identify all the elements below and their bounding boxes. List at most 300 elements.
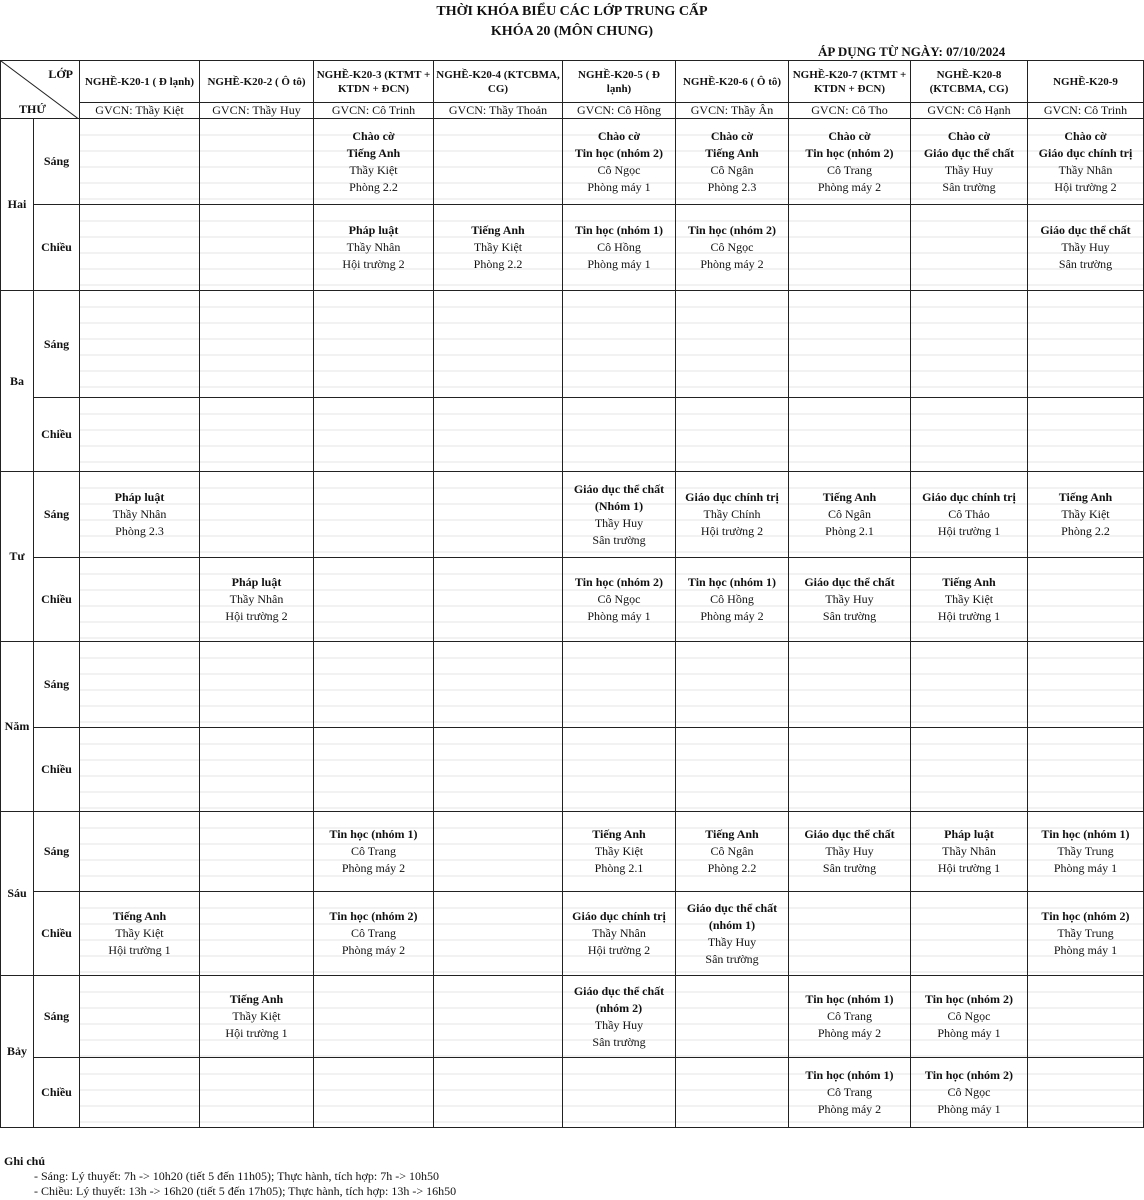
lesson-subject: Tiếng Anh [346, 145, 401, 160]
lesson-subject: Giáo dục thể chất (nhóm 1) [686, 900, 778, 932]
schedule-cell [434, 558, 563, 642]
session-cell [34, 472, 80, 558]
schedule-cell [434, 398, 563, 472]
homeroom-teacher [200, 103, 314, 119]
lesson-subject: Tiếng Anh [705, 145, 759, 160]
schedule-cell [911, 642, 1028, 728]
lesson-teacher: Thầy Nhân [346, 240, 401, 254]
lesson-room: Sân trường [942, 179, 996, 194]
lesson-teacher: Thầy Kiệt [115, 926, 164, 940]
schedule-cell [676, 291, 789, 398]
class-name: NGHỀ-K20-4 (KTCBMA, CG) [436, 68, 560, 95]
lesson-room: Hội trường 2 [587, 943, 651, 957]
schedule-cell [789, 119, 911, 205]
lesson-teacher: Thầy Nhân [592, 926, 646, 940]
lesson-subject: Tin học (nhóm 2) [1041, 909, 1130, 923]
class-header [563, 61, 676, 103]
lesson-teacher: Thầy Nhân [112, 507, 167, 521]
lesson [911, 991, 1027, 1042]
session-name: Chiều [41, 926, 72, 940]
lesson-subject: Tiếng Anh [229, 992, 284, 1006]
schedule-cell [676, 398, 789, 472]
lesson-teacher: Cô Ngọc [710, 240, 754, 254]
schedule-cell [911, 558, 1028, 642]
lesson-room: Phòng 2.2 [349, 179, 398, 194]
class-name: NGHỀ-K20-3 (KTMT + KTDN + ĐCN) [316, 68, 431, 95]
lesson-teacher: Cô Ngân [710, 844, 754, 858]
lesson [80, 908, 199, 959]
schedule-cell [1028, 728, 1144, 812]
lesson-subject: Tiếng Anh [471, 223, 525, 237]
lesson-teacher: Cô Trang [350, 844, 397, 858]
corner-day-label: THỨ [19, 102, 46, 116]
lesson [563, 128, 675, 196]
lesson-subject: Tin học (nhóm 2) [687, 223, 777, 237]
homeroom-teacher [563, 103, 676, 119]
schedule-cell [789, 976, 911, 1058]
lesson-subject: Tin học (nhóm 2) [924, 1068, 1014, 1082]
lesson-teacher: Thầy Huy [825, 844, 874, 858]
lesson-room: Phòng máy 1 [587, 257, 651, 271]
lesson-teacher: Thầy Trung [1057, 926, 1114, 940]
lesson [314, 128, 433, 196]
session-cell [34, 1058, 80, 1128]
lesson-teacher: Thầy Huy [1061, 240, 1110, 254]
lesson-teacher: Cô Trang [826, 162, 873, 177]
schedule-cell [1028, 812, 1144, 892]
lesson [911, 574, 1027, 625]
notes [4, 1154, 456, 1199]
lesson [1028, 826, 1143, 877]
lesson-subject: Tiếng Anh [1058, 490, 1113, 504]
schedule-cell [80, 205, 200, 291]
lesson [676, 128, 788, 196]
lesson-subject: Giáo dục chính trị [922, 490, 1016, 504]
corner-header [1, 61, 80, 119]
homeroom-teacher [434, 103, 563, 119]
schedule-cell [314, 119, 434, 205]
lesson [1028, 128, 1143, 196]
lesson-room: Phòng máy 2 [341, 943, 406, 957]
day-name: Bảy [6, 1044, 27, 1058]
schedule-cell [911, 1058, 1028, 1128]
lesson-subject: Giáo dục chính trị [1038, 145, 1133, 160]
lesson-subject: Tin học (nhóm 2) [805, 145, 894, 160]
gvcn-label: GVCN: Thầy Ân [690, 103, 774, 117]
lesson-subject: Tiếng Anh [822, 490, 877, 504]
lesson-room: Sân trường [592, 532, 646, 547]
session-cell [34, 558, 80, 642]
gvcn-label: GVCN: Cô Trinh [331, 103, 416, 117]
schedule-cell [676, 728, 789, 812]
session-cell [34, 892, 80, 976]
lesson-teacher: Thầy Huy [594, 515, 644, 530]
lesson-teacher: Thầy Huy [825, 592, 874, 606]
lesson-teacher: Thầy Kiệt [349, 162, 398, 177]
schedule-cell [1028, 205, 1144, 291]
lesson [200, 991, 313, 1042]
class-name: NGHỀ-K20-2 ( Ô tô) [207, 75, 306, 88]
session-name: Sáng [43, 1009, 70, 1023]
lesson-room: Phòng máy 1 [937, 1026, 1001, 1040]
lesson [563, 908, 675, 959]
lesson-flag-ceremony: Chào cờ [947, 128, 991, 143]
lesson-subject: Tiếng Anh [112, 909, 167, 923]
lesson-teacher: Cô Ngân [710, 162, 754, 177]
schedule-cell [314, 472, 434, 558]
schedule-cell [676, 642, 789, 728]
lesson [789, 826, 910, 877]
gvcn-label: GVCN: Cô Hồng [576, 103, 661, 117]
schedule-cell [911, 472, 1028, 558]
gvcn-label: GVCN: Cô Tho [811, 103, 888, 117]
lesson [434, 222, 562, 273]
lesson-room: Phòng 2.3 [115, 524, 164, 538]
schedule-cell [434, 1058, 563, 1128]
lesson-room: Phòng máy 2 [341, 861, 406, 875]
lesson-subject: Tin học (nhóm 2) [574, 575, 664, 589]
schedule-cell [563, 205, 676, 291]
schedule-cell [434, 119, 563, 205]
schedule-cell [434, 642, 563, 728]
schedule-cell [200, 642, 314, 728]
schedule-cell [434, 812, 563, 892]
schedule-cell [200, 119, 314, 205]
lesson-subject: Giáo dục thể chất [804, 575, 895, 589]
session-name: Chiều [41, 1085, 72, 1099]
schedule-cell [1028, 472, 1144, 558]
lesson-room: Sân trường [1058, 257, 1113, 271]
timetable-subtitle: KHÓA 20 (MÔN CHUNG) [490, 24, 654, 39]
day-cell [1, 119, 34, 291]
schedule-cell [1028, 291, 1144, 398]
lesson-subject: Pháp luật [944, 827, 994, 841]
lesson-teacher: Cô Hồng [597, 240, 641, 254]
schedule-cell [676, 812, 789, 892]
lesson [563, 826, 675, 877]
lesson-flag-ceremony: Chào cờ [1064, 128, 1107, 143]
lesson [676, 489, 788, 540]
lesson [789, 128, 910, 196]
lesson-room: Sân trường [822, 861, 877, 875]
lesson-subject: Giáo dục thể chất [804, 827, 895, 841]
schedule-cell [200, 472, 314, 558]
lesson-room: Phòng máy 2 [700, 609, 764, 623]
gvcn-label: GVCN: Cô Hạnh [927, 103, 1011, 117]
schedule-cell [676, 892, 789, 976]
homeroom-teacher [789, 103, 911, 119]
schedule-cell [200, 1058, 314, 1128]
schedule-cell [676, 205, 789, 291]
schedule-cell [1028, 398, 1144, 472]
lesson-flag-ceremony: Chào cờ [352, 128, 395, 143]
session-cell [34, 728, 80, 812]
schedule-cell [80, 728, 200, 812]
schedule-cell [80, 892, 200, 976]
note-morning: - Sáng: Lý thuyết: 7h -> 10h20 (tiết 5 đến 11h05); Thực hành, tích hợp: 7h -> 10h50 [34, 1169, 439, 1183]
lesson-room: Hội trường 1 [937, 861, 1001, 875]
lesson-teacher: Cô Ngọc [597, 162, 641, 177]
lesson [1028, 908, 1143, 959]
lesson-subject: Tin học (nhóm 1) [1041, 827, 1130, 841]
lesson-room: Hội trường 1 [937, 609, 1001, 623]
lesson-room: Hội trường 2 [342, 257, 405, 271]
lesson-subject: Giáo dục chính trị [572, 909, 666, 923]
lesson-teacher: Cô Trang [826, 1009, 873, 1023]
lesson-room: Phòng máy 1 [937, 1102, 1001, 1116]
lesson-teacher: Cô Ngọc [597, 592, 641, 606]
schedule-cell [1028, 642, 1144, 728]
lesson [563, 574, 675, 625]
day-cell [1, 642, 34, 812]
schedule-cell [314, 1058, 434, 1128]
schedule-cell [911, 398, 1028, 472]
lesson [676, 826, 788, 877]
schedule-cell [80, 398, 200, 472]
schedule-cell [200, 205, 314, 291]
lesson-room: Sân trường [705, 951, 759, 966]
schedule-cell [563, 1058, 676, 1128]
schedule-cell [80, 976, 200, 1058]
session-name: Sáng [43, 844, 70, 858]
lesson [789, 1067, 910, 1118]
lesson-flag-ceremony: Chào cờ [597, 128, 641, 143]
schedule-cell [200, 728, 314, 812]
lesson-teacher: Cô Ngân [828, 507, 871, 521]
lesson-room: Phòng 2.2 [473, 257, 523, 271]
class-header [80, 61, 200, 103]
lesson-teacher: Thầy Kiệt [473, 240, 523, 254]
lesson-room: Hội trường 1 [108, 943, 171, 957]
lesson-flag-ceremony: Chào cờ [828, 128, 871, 143]
gvcn-label: GVCN: Thầy Thoản [448, 103, 548, 117]
lesson-room: Phòng máy 1 [1053, 943, 1118, 957]
schedule-cell [314, 642, 434, 728]
schedule-cell [911, 812, 1028, 892]
schedule-cell [434, 728, 563, 812]
lesson-teacher: Thầy Chính [703, 507, 761, 521]
schedule-cell [789, 642, 911, 728]
lesson-room: Hội trường 2 [700, 524, 764, 538]
schedule-cell [911, 976, 1028, 1058]
schedule-cell [434, 976, 563, 1058]
lesson-subject: Tin học (nhóm 1) [687, 575, 777, 589]
class-header [314, 61, 434, 103]
lesson-subject: Tin học (nhóm 2) [574, 145, 664, 160]
notes-title: Ghi chú [4, 1154, 46, 1168]
lesson-teacher: Thầy Kiệt [594, 844, 644, 858]
lesson-subject: Pháp luật [231, 575, 282, 589]
lesson-room: Hội trường 2 [225, 609, 288, 623]
lesson-subject: Giáo dục thể chất (Nhóm 1) [573, 481, 665, 513]
lesson-subject: Tin học (nhóm 2) [329, 909, 418, 923]
lesson-subject: Tin học (nhóm 2) [924, 992, 1014, 1006]
schedule-cell [434, 892, 563, 976]
schedule-cell [200, 291, 314, 398]
lesson-room: Phòng máy 2 [700, 257, 764, 271]
gvcn-label: GVCN: Thầy Kiệt [95, 103, 184, 117]
session-cell [34, 642, 80, 728]
corner-class-label: LỚP [48, 67, 73, 81]
lesson-subject: Tiếng Anh [592, 827, 646, 841]
class-header [911, 61, 1028, 103]
class-name: NGHỀ-K20-7 (KTMT + KTDN + ĐCN) [792, 68, 907, 95]
schedule-cell [314, 976, 434, 1058]
session-name: Chiều [41, 240, 72, 254]
homeroom-teacher [676, 103, 789, 119]
session-cell [34, 812, 80, 892]
schedule-cell [911, 728, 1028, 812]
day-name: Năm [4, 719, 30, 733]
schedule-cell [434, 472, 563, 558]
lesson-subject: Tin học (nhóm 1) [329, 827, 418, 841]
lesson-teacher: Thầy Kiệt [232, 1009, 281, 1023]
lesson-teacher: Thầy Huy [707, 934, 757, 949]
day-cell [1, 976, 34, 1128]
lesson-teacher: Thầy Huy [944, 162, 994, 177]
lesson [789, 574, 910, 625]
lesson [789, 489, 910, 540]
session-cell [34, 976, 80, 1058]
day-cell [1, 812, 34, 976]
lesson-teacher: Cô Ngọc [947, 1085, 991, 1099]
schedule-cell [563, 119, 676, 205]
schedule-cell [1028, 976, 1144, 1058]
lesson [789, 991, 910, 1042]
schedule-cell [314, 291, 434, 398]
schedule-cell [80, 558, 200, 642]
schedule-cell [789, 472, 911, 558]
lesson [676, 222, 788, 273]
lesson-subject: Giáo dục thể chất (nhóm 2) [573, 983, 665, 1015]
lesson-teacher: Thầy Kiệt [1061, 507, 1110, 521]
schedule-cell [789, 398, 911, 472]
schedule-cell [676, 558, 789, 642]
schedule-cell [563, 291, 676, 398]
homeroom-teacher [911, 103, 1028, 119]
lesson-subject: Tin học (nhóm 1) [574, 223, 664, 237]
homeroom-teacher [1028, 103, 1144, 119]
schedule-cell [1028, 1058, 1144, 1128]
schedule-cell [200, 398, 314, 472]
note-afternoon: - Chiều: Lý thuyết: 13h -> 16h20 (tiết 5 đến 17h05); Thực hành, tích hợp: 13h -> 16h50 [34, 1184, 457, 1198]
lesson-teacher: Thầy Huy [594, 1017, 644, 1032]
class-header [676, 61, 789, 103]
lesson-room: Phòng máy 1 [587, 609, 651, 623]
lesson-room: Phòng máy 1 [587, 179, 651, 194]
lesson-subject: Tiếng Anh [942, 575, 996, 589]
lesson [911, 128, 1027, 196]
session-cell [34, 119, 80, 205]
lesson-room: Phòng 2.1 [825, 524, 874, 538]
schedule-cell [911, 119, 1028, 205]
lesson-teacher: Cô Thảo [948, 507, 990, 521]
apply-date: ÁP DỤNG TỪ NGÀY: 07/10/2024 [818, 44, 1006, 59]
session-name: Chiều [41, 762, 72, 776]
schedule-cell [789, 558, 911, 642]
schedule-cell [434, 291, 563, 398]
day-name: Hai [7, 197, 27, 211]
schedule-cell [676, 119, 789, 205]
lesson [911, 489, 1027, 540]
session-cell [34, 291, 80, 398]
homeroom-teacher [314, 103, 434, 119]
schedule-cell [80, 1058, 200, 1128]
lesson-room: Phòng 2.2 [1061, 524, 1110, 538]
gvcn-label: GVCN: Cô Trinh [1043, 103, 1128, 117]
lesson [314, 826, 433, 877]
schedule-cell [563, 642, 676, 728]
schedule-cell [563, 976, 676, 1058]
gvcn-label: GVCN: Thầy Huy [212, 103, 301, 117]
lesson-subject: Giáo dục chính trị [685, 490, 779, 504]
day-name: Ba [9, 373, 24, 388]
session-name: Sáng [43, 336, 70, 351]
lesson-teacher: Thầy Trung [1057, 844, 1114, 858]
lesson-subject: Tin học (nhóm 1) [805, 1068, 894, 1082]
schedule-cell [911, 205, 1028, 291]
lesson-room: Phòng máy 2 [817, 1102, 882, 1116]
session-cell [34, 205, 80, 291]
class-header [434, 61, 563, 103]
schedule-cell [1028, 558, 1144, 642]
schedule-cell [314, 812, 434, 892]
day-cell [1, 472, 34, 642]
schedule-cell [789, 1058, 911, 1128]
lesson [1028, 489, 1143, 540]
schedule-cell [80, 642, 200, 728]
schedule-cell [563, 472, 676, 558]
session-name: Chiều [41, 427, 72, 441]
lesson-flag-ceremony: Chào cờ [710, 128, 754, 143]
lesson-room: Sân trường [592, 1034, 646, 1049]
class-name: NGHỀ-K20-1 ( Đ lạnh) [84, 75, 195, 88]
schedule-cell [789, 812, 911, 892]
lesson [200, 574, 313, 625]
lesson [563, 222, 675, 273]
schedule-cell [676, 1058, 789, 1128]
lesson-subject: Pháp luật [114, 490, 165, 504]
schedule-cell [1028, 119, 1144, 205]
schedule-cell [911, 892, 1028, 976]
lesson-room: Phòng máy 2 [817, 179, 882, 194]
lesson [676, 574, 788, 625]
lesson-teacher: Thầy Kiệt [944, 592, 994, 606]
day-cell [1, 291, 34, 472]
schedule-cell [789, 728, 911, 812]
schedule-cell [200, 812, 314, 892]
lesson-teacher: Cô Trang [826, 1085, 873, 1099]
schedule-cell [1028, 892, 1144, 976]
timetable-title: THỜI KHÓA BIỂU CÁC LỚP TRUNG CẤP [436, 4, 708, 19]
class-header [789, 61, 911, 103]
timetable [0, 60, 1144, 1128]
schedule-cell [676, 976, 789, 1058]
schedule-cell [676, 472, 789, 558]
session-name: Sáng [43, 154, 70, 168]
lesson-room: Hội trường 1 [937, 524, 1001, 538]
schedule-cell [200, 558, 314, 642]
class-name: NGHỀ-K20-8 (KTCBMA, CG) [929, 68, 1009, 95]
schedule-cell [563, 892, 676, 976]
lesson-subject: Tiếng Anh [705, 827, 759, 841]
schedule-cell [789, 892, 911, 976]
lesson-teacher: Thầy Nhân [229, 592, 284, 606]
lesson [911, 826, 1027, 877]
schedule-cell [434, 205, 563, 291]
lesson-room: Phòng máy 2 [817, 1026, 882, 1040]
lesson-teacher: Cô Trang [350, 926, 397, 940]
